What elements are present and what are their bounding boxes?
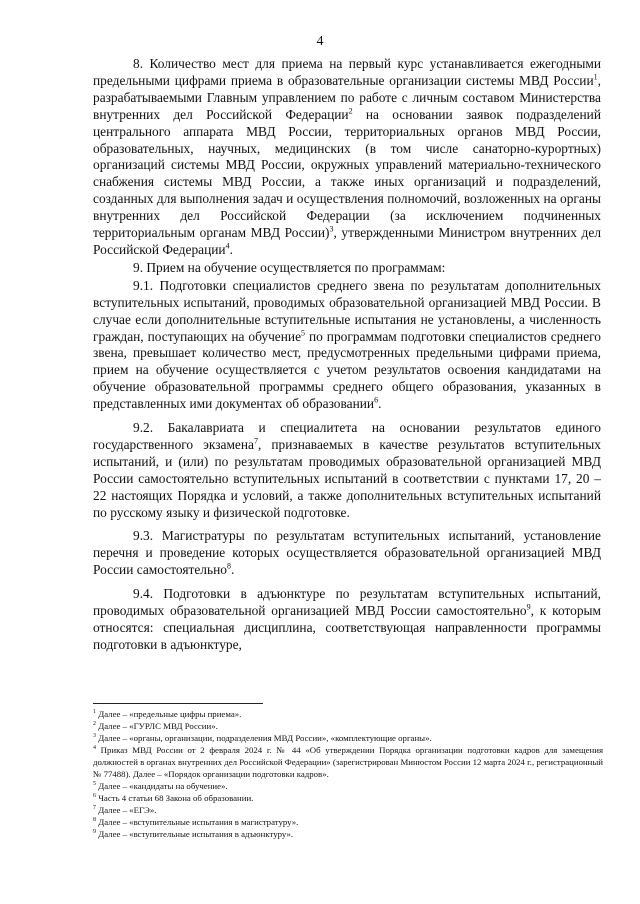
footnote (93, 708, 603, 720)
footnote-mark: 8 (93, 817, 96, 823)
footnote (93, 816, 603, 828)
footnote-ref: 2 (348, 106, 353, 116)
footnote (93, 780, 603, 792)
footnote-mark: 7 (93, 805, 96, 811)
footnote-separator (93, 703, 263, 704)
paragraph-9 (93, 260, 601, 277)
paragraph-text: 9.2. Бакалавриата и специалитета на основании результатов единого государственного экзамена (93, 420, 601, 452)
paragraph-9-4 (93, 586, 601, 654)
footnote-ref: 7 (254, 436, 258, 446)
paragraph-text: 9.3. Магистратуры по результатам вступительных испытаний, установление перечня и проведение которых осуществляется образовательной организацией МВД России самостоятельно (93, 528, 601, 578)
paragraph-text: , разрабатываемыми Главным управлением по работе с личным составом Министерства внутренних дел Российской Федерации (93, 72, 601, 122)
footnote-ref: 8 (226, 561, 231, 571)
paragraph-text: . (378, 396, 382, 412)
paragraph-text: , к которым относятся: специальная дисциплина, соответствующая направленности программы подготовки в адъюнктуре, (93, 603, 601, 652)
footnote-mark: 5 (93, 781, 96, 787)
footnote-mark: 6 (93, 793, 96, 799)
paragraph-text: 8. Количество мест для приема на первый курс устанавливается ежегодными предельными цифрами приема в образовательные организации системы МВД России (93, 56, 601, 88)
paragraph-9-1 (93, 278, 601, 413)
footnote (93, 744, 603, 780)
footnote-text: Приказ МВД России от 2 февраля 2024 г. № 44 «Об утверждении Порядка организации подготовки кадров для замещения должностей в органах внутренних дел Российской Федерации» (зарегистрирован Минюстом России 12 марта 2024 г., регистрационный № 77488). Далее – «Порядок организации подготовки кадров». (93, 745, 603, 779)
footnote-mark: 2 (93, 721, 96, 727)
footnote-mark: 4 (93, 745, 96, 751)
footnote-text: Далее – «предельные цифры приема». (96, 709, 242, 719)
footnote-text: Далее – «вступительные испытания в адъюнктуру». (96, 829, 294, 839)
footnote-text: Часть 4 статьи 68 Закона об образовании. (96, 793, 254, 803)
paragraph-text: 9. Прием на обучение осуществляется по программам: (133, 259, 446, 275)
paragraph-text: по программам подготовки специалистов среднего звена, превышает количество мест, предусмотренных предельными цифрами приема, прием на обучение осуществляется с учетом результатов освоения кандидатами на обучение образовательной программы среднего общего образования, указанных в представленных ими документах об образовании (93, 328, 601, 412)
footnote-ref: 3 (329, 224, 334, 234)
footnote (93, 828, 603, 840)
footnote-text: Далее – «органы, организации, подразделения МВД России», «комплектующие органы». (96, 733, 432, 743)
paragraph-text: , признаваемых в качестве результатов вступительных испытаний, и (или) по результатам проводимых образовательной организацией МВД России самостоятельно вступительных испытаний в соответствии с пунктами 17, 20 – 22 настоящих Порядка и условий, а также дополнительных вступительных испытаний по русскому языку и физической подготовке. (93, 436, 601, 520)
footnote-ref: 6 (374, 395, 379, 405)
footnote-text: Далее – «ГУРЛС МВД России». (96, 721, 218, 731)
footnote (93, 792, 603, 804)
paragraph-text: , утвержденными Министром внутренних дел Российской Федерации (93, 225, 601, 257)
footnote-ref: 4 (225, 241, 230, 251)
paragraph-text: 9.1. Подготовки специалистов среднего звена по результатам дополнительных вступительных испытаний, проводимых образовательной организацией МВД России. В случае если дополнительные вступительные испытания не установлены, а численность граждан, поступающих на обучение (93, 277, 601, 344)
paragraph-9-3 (93, 528, 601, 579)
paragraph-text: на основании заявок подразделений центрального аппарата МВД России, территориальных органов МВД России, образовательных, научных, медицинских (в том числе санаторно-курортных) организаций системы МВД России, окружных управлений материально-технического снабжения системы МВД России, а также иных организаций и подразделений, созданных для выполнения задач и осуществления полномочий, возложенных на органы внутренних дел Российской Федерации (за исключением подчиненных территориальным органам МВД России) (93, 106, 601, 241)
footnote (93, 804, 603, 816)
paragraph-8 (93, 56, 601, 259)
paragraph-9-2 (93, 420, 601, 521)
paragraph-text: . (230, 562, 235, 578)
footnote-text: Далее – «кандидаты на обучение». (96, 781, 228, 791)
body-text (93, 56, 601, 654)
footnote-text: Далее – «вступительные испытания в магистратуру». (96, 817, 299, 827)
footnote-ref: 1 (593, 72, 598, 82)
footnote-ref: 5 (301, 328, 306, 338)
paragraph-text: . (229, 241, 233, 257)
footnote (93, 732, 603, 744)
footnote-mark: 9 (93, 829, 96, 835)
footnotes (93, 708, 603, 840)
footnote-text: Далее – «ЕГЭ». (96, 805, 157, 815)
footnote-mark: 3 (93, 733, 96, 739)
page-number: 4 (316, 34, 324, 49)
paragraph-text: 9.4. Подготовки в адъюнктуре по результатам вступительных испытаний, проводимых образовательной организацией МВД России самостоятельно (93, 586, 601, 619)
footnote-ref: 9 (526, 602, 531, 612)
footnote (93, 720, 603, 732)
footnote-mark: 1 (93, 709, 96, 715)
